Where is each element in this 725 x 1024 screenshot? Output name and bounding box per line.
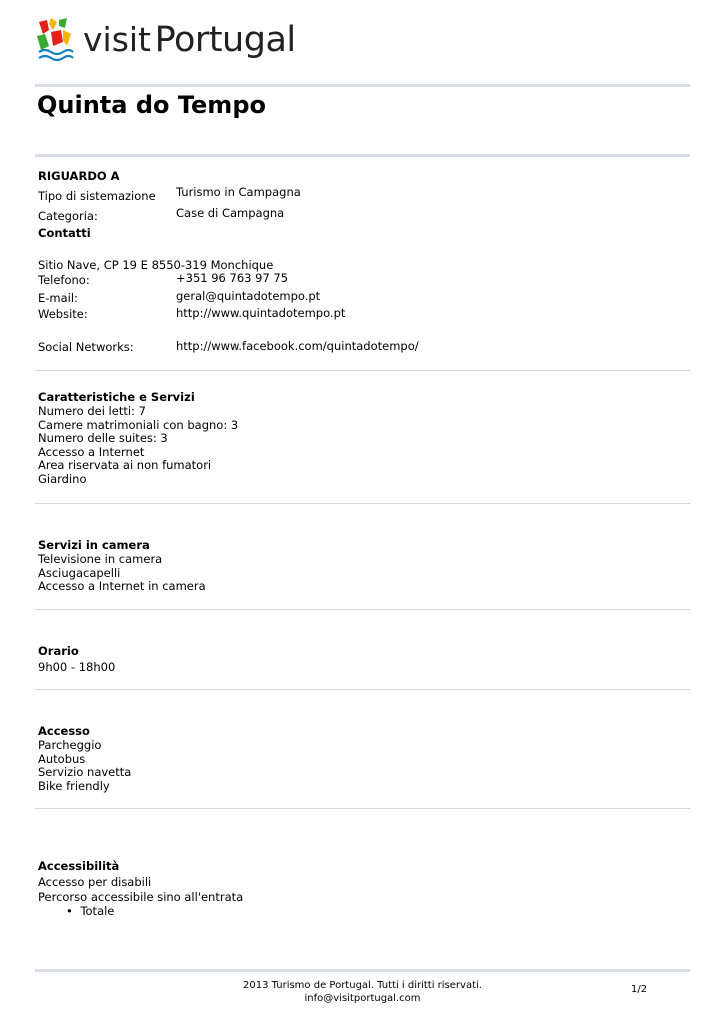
telefono-value[interactable]: +351 96 763 97 75 <box>176 271 289 285</box>
list-item: Asciugacapelli <box>38 565 121 580</box>
list-item: Giardino <box>38 471 87 486</box>
website-label: Website: <box>38 307 88 321</box>
list-item: Autobus <box>38 751 86 766</box>
footer <box>35 979 690 1005</box>
tipo-value: Turismo in Campagna <box>176 185 301 199</box>
divider-4 <box>35 689 690 690</box>
divider-3 <box>35 609 690 610</box>
caratteristiche-list <box>38 405 238 487</box>
tipo-label: Tipo di sistemazione <box>38 189 156 203</box>
telefono-label: Telefono: <box>38 273 90 287</box>
bullet-label: Totale <box>80 904 115 918</box>
list-item: Numero delle suites: 3 <box>38 431 168 446</box>
list-item: Camere matrimoniali con bagno: 3 <box>38 417 239 432</box>
caratteristiche-heading: Caratteristiche e Servizi <box>38 390 195 404</box>
list-item: Televisione in camera <box>38 552 163 566</box>
categoria-value: Case di Campagna <box>176 206 285 220</box>
header-divider <box>35 84 690 87</box>
servizi-camera-heading: Servizi in camera <box>38 538 150 552</box>
accesso-heading: Accesso <box>38 724 90 738</box>
divider-5 <box>35 808 690 809</box>
social-label: Social Networks: <box>38 340 134 354</box>
list-item: Servizio navetta <box>38 765 132 780</box>
accesso-list <box>38 739 131 793</box>
list-item: Bike friendly <box>38 778 110 793</box>
brand-visit: visit <box>83 20 151 59</box>
contatti-heading: Contatti <box>38 226 91 240</box>
orario-heading: Orario <box>38 644 79 658</box>
title-divider <box>35 154 690 157</box>
page-number: 1/2 <box>631 984 648 995</box>
logo[interactable] <box>35 16 335 74</box>
page-title: Quinta do Tempo <box>37 91 266 119</box>
accessibilita-item: Percorso accessibile sino all'entrata <box>38 890 244 904</box>
footer-divider <box>35 969 690 972</box>
orario-value: 9h00 - 18h00 <box>38 660 116 674</box>
email-link[interactable]: geral@quintadotempo.pt <box>176 289 321 303</box>
list-item: Area riservata ai non fumatori <box>38 458 212 473</box>
brand-portugal: Portugal <box>154 20 296 60</box>
footer-email[interactable]: info@visitportugal.com <box>304 993 421 1004</box>
address: Sitio Nave, CP 19 E 8550-319 Monchique <box>38 258 274 272</box>
riguardo-heading: RIGUARDO A <box>38 169 120 183</box>
list-item: Accesso a Internet in camera <box>38 579 206 594</box>
accessibilita-item: Accesso per disabili <box>38 875 152 889</box>
bullet-item <box>66 904 114 918</box>
social-link[interactable]: http://www.facebook.com/quintadotempo/ <box>176 339 419 353</box>
footer-copyright: 2013 Turismo de Portugal. Tutti i diritti riservati. <box>243 980 482 991</box>
list-item: Numero dei letti: 7 <box>38 404 146 418</box>
list-item: Parcheggio <box>38 738 102 752</box>
categoria-label: Categoria: <box>38 209 98 223</box>
divider-2 <box>35 503 690 504</box>
list-item: Accesso a Internet <box>38 444 145 459</box>
bullet-icon: • <box>66 904 73 918</box>
portugal-emblem-icon <box>35 16 77 64</box>
servizi-camera-list <box>38 553 206 594</box>
accessibilita-heading: Accessibilità <box>38 859 120 873</box>
email-label: E-mail: <box>38 291 78 305</box>
website-link[interactable]: http://www.quintadotempo.pt <box>176 306 346 320</box>
divider-1 <box>35 370 690 371</box>
